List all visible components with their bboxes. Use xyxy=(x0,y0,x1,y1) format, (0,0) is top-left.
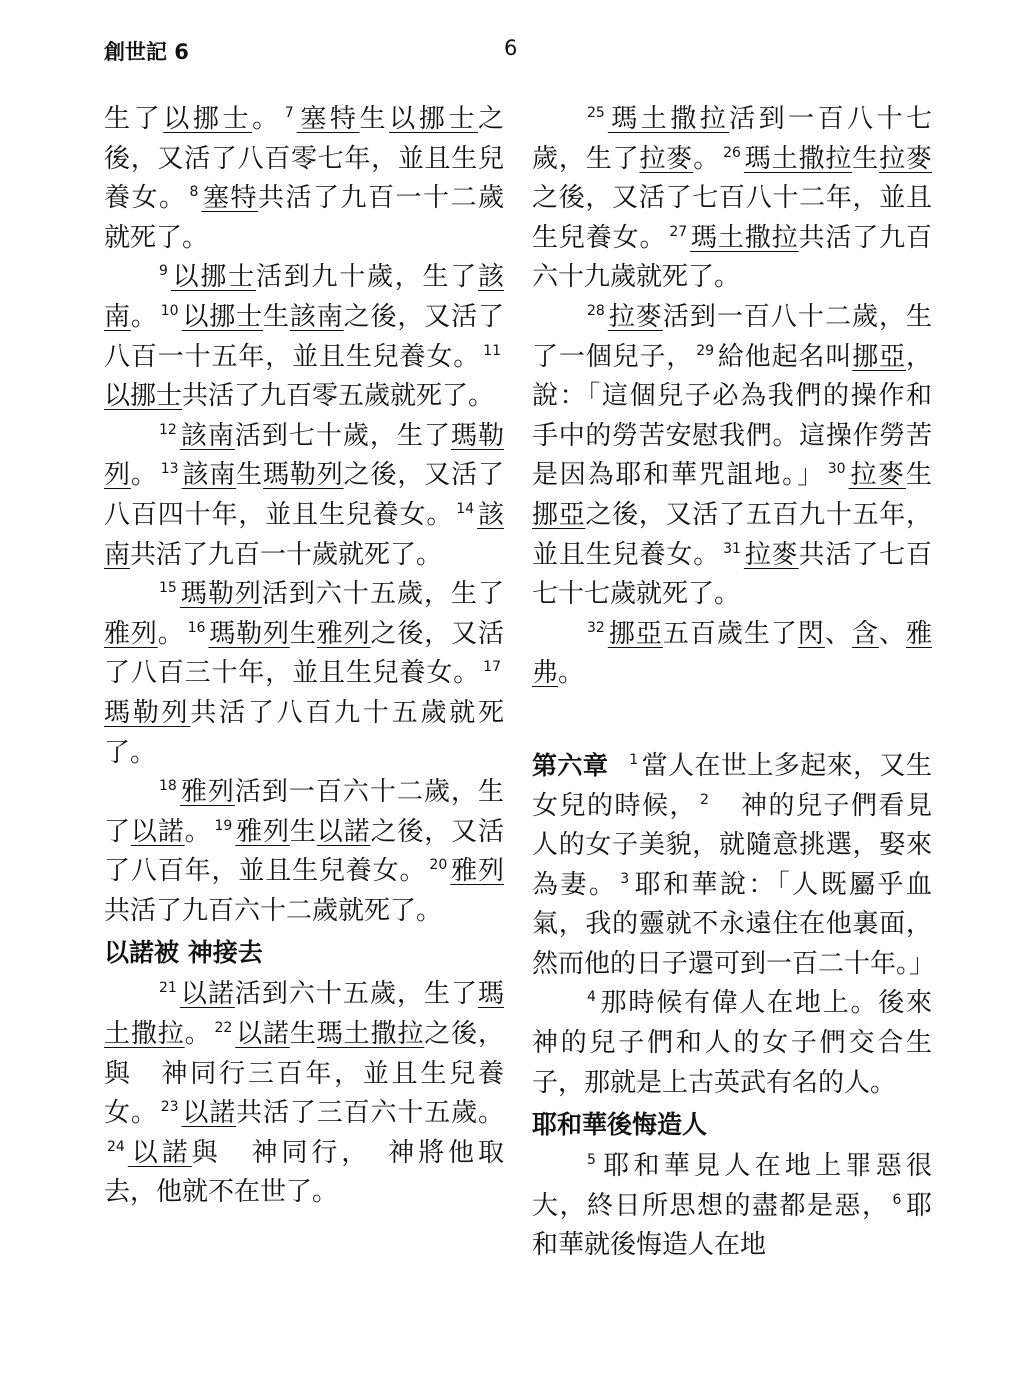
proper-name: 雅列 xyxy=(104,618,158,649)
proper-name: 挪亞 xyxy=(852,341,906,372)
text-run: 。 xyxy=(252,104,282,134)
proper-name: 以挪士 xyxy=(163,104,253,134)
chapter-text xyxy=(532,751,935,979)
verse-number: 30 xyxy=(827,461,846,478)
text-run: 共活了八百九十五歲就死了。 xyxy=(104,697,504,768)
proper-name: 瑪土撒拉 xyxy=(316,1019,425,1050)
proper-name: 拉麥 xyxy=(607,301,663,332)
paragraph xyxy=(532,1147,932,1266)
proper-name: 塞特 xyxy=(201,183,258,214)
text-run: 生 xyxy=(289,816,317,847)
proper-name: 拉麥 xyxy=(639,143,694,174)
proper-name: 以挪士 xyxy=(389,104,478,134)
verse-number: 24 xyxy=(107,1138,125,1155)
verse-number: 28 xyxy=(587,302,605,319)
proper-name: 以諾 xyxy=(179,979,235,1010)
text-run: 之後，又活了七百八十二年，並且生兒養女。 xyxy=(532,183,932,253)
proper-name: 該南 xyxy=(289,301,344,332)
proper-name: 雅列 xyxy=(235,816,290,847)
verse-number: 4 xyxy=(587,989,596,1006)
text-run: 生 xyxy=(236,460,264,491)
section-heading: 耶和華後悔造人 xyxy=(532,1110,708,1140)
verse-number: 21 xyxy=(159,980,177,997)
paragraph xyxy=(532,615,932,694)
text-run: 活到一百六十二歲，生了 xyxy=(104,777,504,847)
text-run: 活到六十五歲，生了 xyxy=(261,579,504,610)
text-run: 活到九十歲，生了 xyxy=(255,262,478,293)
page-header xyxy=(104,36,920,70)
verse-number: 19 xyxy=(214,817,233,834)
verse-number: 9 xyxy=(159,263,168,280)
verse-number: 27 xyxy=(669,223,688,240)
text-run: 耶和華說：「人既屬乎血氣，我的靈就不永遠住在他裏面，然而他的日子還可到一百二十年。」 xyxy=(532,869,936,979)
text-run: 耶和華就後悔造人在地 xyxy=(532,1190,932,1261)
text-run: 當人在世上多起來，又生女兒的時候， xyxy=(532,750,932,821)
proper-name: 該南 xyxy=(179,420,235,451)
text-run: 共活了七百七十七歲就死了。 xyxy=(532,539,932,610)
verse-number: 20 xyxy=(429,857,448,874)
text-run: 共活了九百六十二歲就死了。 xyxy=(104,895,443,926)
text-run: 神的兒子們看見人的女子美貌，就隨意挑選，娶來為妻。 xyxy=(532,790,932,900)
verse-number: 16 xyxy=(187,619,206,636)
chapter-label: 第六章 xyxy=(532,750,609,780)
verse-number: 17 xyxy=(483,659,501,676)
text-run: 生 xyxy=(289,1019,317,1050)
right-column xyxy=(532,100,959,1266)
text-run: 之後，又活了八百年，並且生兒養女。 xyxy=(104,816,504,887)
proper-name: 該南 xyxy=(181,460,237,491)
verse-number: 10 xyxy=(160,302,179,319)
text-run: 之後，又活了八百四十年，並且生兒養女。 xyxy=(104,460,504,530)
verse-number: 6 xyxy=(892,1191,902,1208)
text-run: 。 xyxy=(157,618,185,649)
verse-number: 14 xyxy=(456,500,475,517)
proper-name: 以挪士 xyxy=(181,301,264,332)
proper-name: 該南 xyxy=(104,262,504,332)
proper-name: 瑪勒列 xyxy=(104,420,504,491)
verse-number: 7 xyxy=(284,105,294,121)
paragraph xyxy=(104,773,504,931)
proper-name: 雅列 xyxy=(316,618,371,649)
text-run: 。 xyxy=(558,658,585,689)
text-run: 。 xyxy=(693,143,721,174)
proper-name: 拉麥 xyxy=(743,539,799,570)
text-run: 共活了九百六十九歲就死了。 xyxy=(532,222,932,293)
text-run: 、 xyxy=(824,618,852,649)
verse-number: 29 xyxy=(696,342,715,359)
text-run: ，說：「這個兒子必為我們的操作和手中的勞苦安慰我們。這操作勞苦是因為耶和華咒詛地。」 xyxy=(532,341,932,491)
text-run: 耶和華見人在地上罪惡很大，終日所思想的盡都是惡， xyxy=(532,1151,932,1221)
verse-number: 18 xyxy=(159,778,177,795)
proper-name: 瑪土撒拉 xyxy=(690,222,799,253)
text-run: 生 xyxy=(905,460,932,491)
text-run: 。 xyxy=(130,460,158,491)
text-run: 生了 xyxy=(104,104,164,134)
text-run: 。 xyxy=(184,816,212,847)
text-run: 之後，又活了八百三十年，並且生兒養女。 xyxy=(104,618,504,689)
chapter-paragraph xyxy=(532,746,936,985)
text-run: 共活了九百一十歲就死了。 xyxy=(130,539,443,570)
running-title: 創世記 6 xyxy=(104,40,189,64)
proper-name: 瑪土撒拉 xyxy=(607,104,730,134)
text-run: 生 xyxy=(852,143,880,174)
paragraph xyxy=(532,298,932,615)
text-run: 共活了三百六十五歲。 xyxy=(236,1098,504,1129)
verse-number: 2 xyxy=(700,791,709,808)
paragraph xyxy=(104,100,504,258)
paragraph xyxy=(104,575,504,773)
text-run: 之後，與 神同行三百年，並且生兒養女。 xyxy=(104,1019,504,1129)
proper-name: 該南 xyxy=(104,499,504,570)
verse-number: 5 xyxy=(587,1152,596,1169)
proper-name: 瑪土撒拉 xyxy=(104,979,504,1050)
proper-name: 挪亞 xyxy=(607,618,663,649)
verse-number: 3 xyxy=(620,870,630,887)
verse-number: 11 xyxy=(483,342,501,359)
proper-name: 以諾 xyxy=(127,1137,192,1168)
verse-number: 12 xyxy=(159,421,177,438)
verse-number: 32 xyxy=(587,619,605,636)
verse-number: 15 xyxy=(159,580,177,597)
verse-number: 8 xyxy=(189,184,199,201)
proper-name: 挪亞 xyxy=(532,499,586,530)
proper-name: 瑪勒列 xyxy=(208,618,290,649)
text-run: 活到一百八十二歲，生了一個兒子， xyxy=(532,301,932,372)
text-run: 、 xyxy=(878,618,906,649)
proper-name: 瑪土撒拉 xyxy=(743,143,853,174)
verse-number: 26 xyxy=(723,144,741,161)
text-run: 五百歲生了 xyxy=(662,618,798,649)
verse-number: 22 xyxy=(214,1020,233,1037)
paragraph xyxy=(104,258,504,416)
proper-name: 以諾 xyxy=(181,1098,237,1129)
text-run: 共活了九百零五歲就死了。 xyxy=(182,381,495,412)
proper-name: 拉麥 xyxy=(848,460,906,491)
text-run: 活到一百八十七歲，生了 xyxy=(532,104,932,174)
proper-name: 以挪士 xyxy=(104,381,183,412)
text-run: 給他起名叫 xyxy=(717,341,853,372)
text-run: 活到六十五歲，生了 xyxy=(234,979,478,1010)
proper-name: 含 xyxy=(851,618,879,649)
text-run: 那時候有偉人在地上。後來 神的兒子們和人的女子們交合生子，那就是上古英武有名的人。 xyxy=(532,988,959,1098)
proper-name: 閃 xyxy=(797,618,825,649)
text-run: 之後，又活了八百零七年，並且生兒養女。 xyxy=(104,104,504,214)
text-run: 活到七十歲，生了 xyxy=(234,420,451,451)
text-run: 與 神同行， 神將他取去，他就不在世了。 xyxy=(104,1137,504,1208)
proper-name: 雅列 xyxy=(179,777,235,808)
proper-name: 以諾 xyxy=(316,816,371,847)
verse-number: 13 xyxy=(160,461,179,478)
proper-name: 雅弗 xyxy=(532,618,932,689)
verse-number: 31 xyxy=(723,540,741,557)
verse-number: 23 xyxy=(160,1099,179,1116)
paragraph xyxy=(104,975,504,1213)
proper-name: 以諾 xyxy=(130,816,185,847)
proper-name: 塞特 xyxy=(296,104,360,134)
text-run: 。 xyxy=(184,1019,212,1050)
text-run: 。 xyxy=(130,301,158,332)
page-number: 6 xyxy=(504,36,518,60)
paragraph xyxy=(532,984,959,1103)
verse-number: 1 xyxy=(629,751,639,768)
proper-name: 拉麥 xyxy=(879,143,932,174)
proper-name: 以挪士 xyxy=(170,262,256,293)
section-heading: 以諾被 神接去 xyxy=(104,938,263,968)
left-column xyxy=(104,100,504,1213)
text-run: 之後，又活了五百九十五年，並且生兒養女。 xyxy=(532,499,932,570)
text-run: 生 xyxy=(359,104,390,134)
text-run: 共活了九百一十二歲就死了。 xyxy=(104,183,504,253)
paragraph xyxy=(532,100,932,298)
text-run: 生 xyxy=(289,618,317,649)
verse-number: 25 xyxy=(587,105,605,121)
text-run: 生 xyxy=(263,301,290,332)
proper-name: 以諾 xyxy=(235,1019,290,1050)
proper-name: 瑪勒列 xyxy=(179,579,262,610)
proper-name: 瑪勒列 xyxy=(104,697,191,728)
text-run: 之後，又活了八百一十五年，並且生兒養女。 xyxy=(104,301,504,372)
proper-name: 雅列 xyxy=(450,856,504,887)
paragraph xyxy=(104,417,504,575)
proper-name: 瑪勒列 xyxy=(263,460,344,491)
